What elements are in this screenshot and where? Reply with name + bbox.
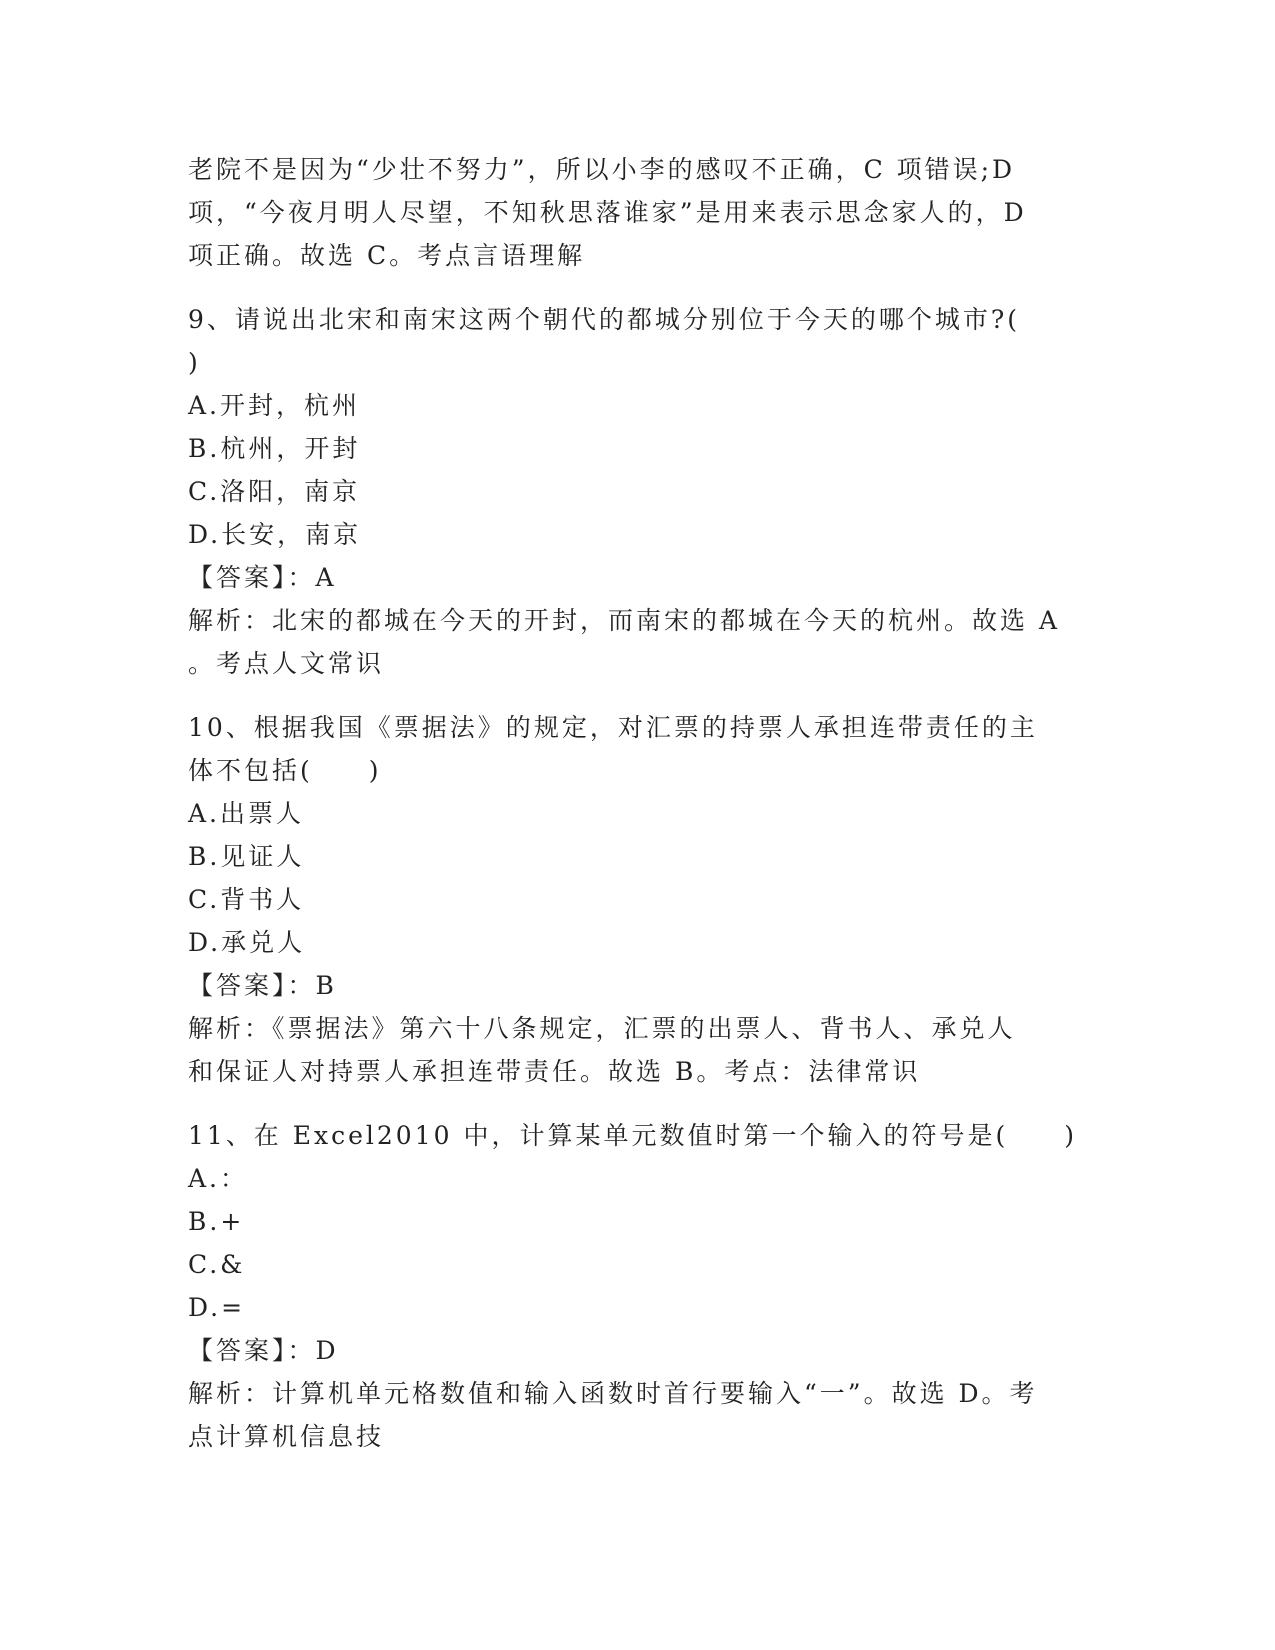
explanation-line: 解析：计算机单元格数值和输入函数时首行要输入“一”。故选 D。考 <box>188 1379 1038 1408</box>
explanation-line: 项，“今夜月明人尽望，不知秋思落谁家”是用来表示思念家人的，D <box>188 198 1027 227</box>
question-11 <box>188 1114 1088 1458</box>
question-10 <box>188 706 1088 1093</box>
previous-explanation <box>188 148 1088 277</box>
option-a: A.： <box>188 1164 249 1193</box>
option-a: A.出票人 <box>188 799 305 828</box>
question-stem: 11、在 Excel2010 中，计算某单元数值时第一个输入的符号是( ) <box>188 1121 1077 1150</box>
explanation-line: 解析：《票据法》第六十八条规定，汇票的出票人、背书人、承兑人 <box>188 1014 1016 1043</box>
explanation-line: 老院不是因为“少壮不努力”，所以小李的感叹不正确，C 项错误;D <box>188 155 1016 184</box>
answer: 【答案】：A <box>188 563 337 592</box>
question-stem: 10、根据我国《票据法》的规定，对汇票的持票人承担连带责任的主 <box>188 713 1038 742</box>
document-content <box>188 148 1088 1458</box>
option-c: C.背书人 <box>188 885 305 914</box>
question-stem: ) <box>188 348 201 377</box>
question-stem: 9、请说出北宋和南宋这两个朝代的都城分别位于今天的哪个城市?( <box>188 305 1021 334</box>
option-b: B.杭州，开封 <box>188 434 361 463</box>
explanation-line: 解析：北宋的都城在今天的开封，而南宋的都城在今天的杭州。故选 A <box>188 606 1061 635</box>
option-b: B.见证人 <box>188 842 305 871</box>
option-d: D.长安，南京 <box>188 520 362 549</box>
question-stem: 体不包括( ) <box>188 756 382 785</box>
option-b: B.+ <box>188 1207 245 1236</box>
explanation-line: 项正确。故选 C。考点言语理解 <box>188 241 586 270</box>
explanation-line: 。考点人文常识 <box>188 649 385 678</box>
question-9 <box>188 298 1088 685</box>
explanation-line: 点计算机信息技 <box>188 1422 385 1451</box>
explanation-line: 和保证人对持票人承担连带责任。故选 B。考点：法律常识 <box>188 1057 921 1086</box>
option-a: A.开封，杭州 <box>188 391 361 420</box>
option-d: D.承兑人 <box>188 928 306 957</box>
option-d: D.= <box>188 1293 246 1322</box>
answer: 【答案】：D <box>188 1336 339 1365</box>
option-c: C.& <box>188 1250 246 1279</box>
answer: 【答案】：B <box>188 971 337 1000</box>
option-c: C.洛阳，南京 <box>188 477 361 506</box>
